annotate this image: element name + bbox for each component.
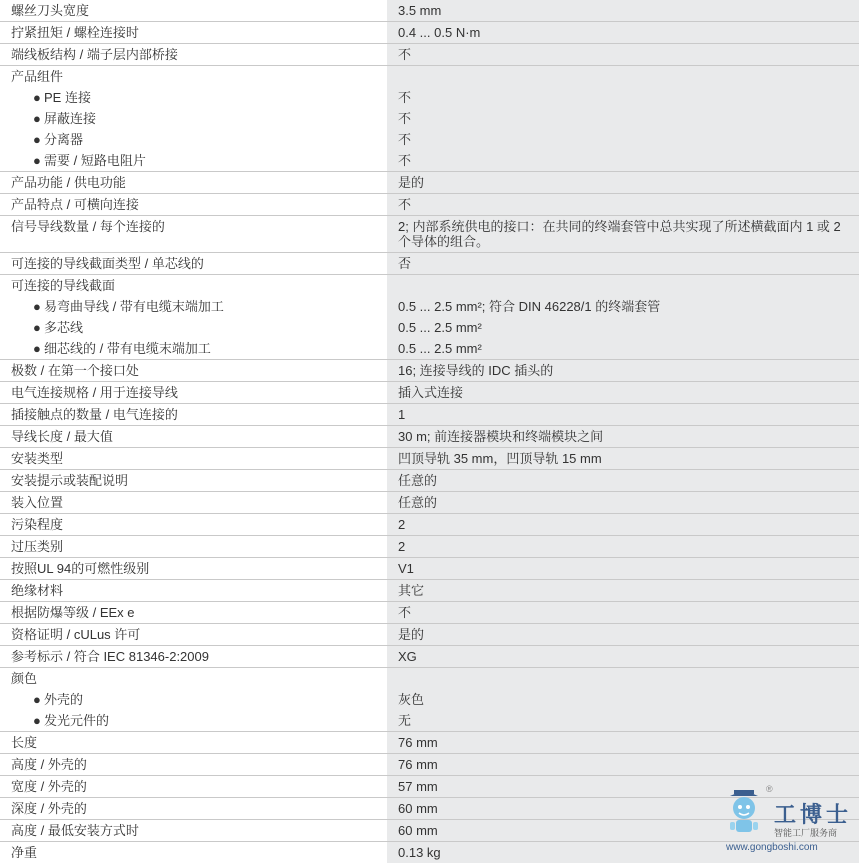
spec-row [0,558,859,580]
spec-subrow [0,296,859,317]
spec-row [0,448,859,470]
spec-key-text: 分离器 [44,132,84,147]
spec-key-text: 导线长度 / 最大值 [11,429,113,444]
spec-row [0,754,859,776]
spec-row [0,22,859,44]
spec-key [0,253,387,274]
spec-value: 1 [387,404,859,425]
spec-subrow [0,689,859,710]
spec-value [387,66,859,87]
spec-key [0,150,387,171]
spec-value: 0.13 kg [387,842,859,863]
spec-key-text: 高度 / 最低安装方式时 [11,823,139,838]
spec-value: 16; 连接导线的 IDC 插头的 [387,360,859,381]
spec-value: 60 mm [387,798,859,819]
spec-row [0,0,859,22]
spec-key [0,172,387,193]
spec-key [0,382,387,403]
spec-key-text: 多芯线 [44,320,84,335]
spec-key-text: 插接触点的数量 / 电气连接的 [11,407,178,422]
spec-key-text: 端线板结构 / 端子层内部桥接 [11,47,178,62]
spec-value: 不 [387,129,859,150]
spec-subrow [0,150,859,172]
spec-value: 是的 [387,624,859,645]
spec-row [0,624,859,646]
spec-key-text: 过压类别 [11,539,64,554]
spec-row [0,732,859,754]
spec-key [0,108,387,129]
spec-value: 0.4 ... 0.5 N·m [387,22,859,43]
spec-key [0,798,387,819]
spec-value: 是的 [387,172,859,193]
spec-value: 不 [387,44,859,65]
spec-value: 0.5 ... 2.5 mm² [387,338,859,359]
spec-subrow [0,338,859,360]
spec-value [387,275,859,296]
bullet-icon: ● [33,320,41,335]
spec-value: 2 [387,536,859,557]
spec-key-text: 参考标示 / 符合 IEC 81346-2:2009 [11,649,209,664]
spec-key-text: 长度 [11,735,38,750]
spec-value: 任意的 [387,470,859,491]
spec-value: XG [387,646,859,667]
spec-key-text: 拧紧扭矩 / 螺栓连接时 [11,25,139,40]
spec-key-text: 污染程度 [11,517,64,532]
spec-key-text: 信号导线数量 / 每个连接的 [11,219,165,234]
spec-value: 76 mm [387,732,859,753]
spec-key-text: 可连接的导线截面 [11,278,116,293]
spec-row [0,404,859,426]
spec-row [0,382,859,404]
spec-value: 2 [387,514,859,535]
spec-key [0,536,387,557]
bullet-icon: ● [33,713,41,728]
spec-key [0,646,387,667]
bullet-icon: ● [33,90,41,105]
spec-row [0,536,859,558]
spec-key [0,129,387,150]
spec-key-text: 需要 / 短路电阻片 [44,153,146,168]
spec-key-text: 净重 [11,845,38,860]
spec-key [0,448,387,469]
spec-key [0,87,387,108]
spec-key [0,558,387,579]
spec-key [0,710,387,731]
spec-row [0,360,859,382]
spec-key-text: 根据防爆等级 / EEx e [11,605,135,620]
spec-value: 30 m; 前连接器模块和终端模块之间 [387,426,859,447]
spec-key [0,44,387,65]
spec-key-text: 深度 / 外壳的 [11,801,87,816]
spec-key [0,194,387,215]
spec-row [0,580,859,602]
spec-value [387,668,859,689]
spec-value: 不 [387,602,859,623]
spec-key-text: 颜色 [11,671,38,686]
spec-key [0,216,387,252]
spec-key-text: 可连接的导线截面类型 / 单芯线的 [11,256,204,271]
spec-value: 0.5 ... 2.5 mm² [387,317,859,338]
spec-row [0,426,859,448]
spec-key [0,492,387,513]
spec-value: 否 [387,253,859,274]
spec-key [0,732,387,753]
spec-group-row [0,668,859,689]
spec-key-text: 宽度 / 外壳的 [11,779,87,794]
bullet-icon: ● [33,341,41,356]
spec-key [0,754,387,775]
spec-key [0,470,387,491]
watermark-subtitle: 智能工厂服务商 [774,828,838,838]
spec-row [0,470,859,492]
spec-key [0,668,387,689]
spec-subrow [0,87,859,108]
spec-key-text: PE 连接 [44,90,91,105]
spec-value: 2; 内部系统供电的接口：在共同的终端套管中总共实现了所述横截面内 1 或 2个导体的组合。 [387,216,859,252]
spec-value: 插入式连接 [387,382,859,403]
spec-key [0,580,387,601]
spec-key-text: 产品功能 / 供电功能 [11,175,126,190]
spec-key [0,0,387,21]
spec-key-text: 绝缘材料 [11,583,64,598]
watermark-url: www.gongboshi.com [726,842,818,853]
spec-key [0,514,387,535]
spec-value: 不 [387,108,859,129]
spec-subrow [0,108,859,129]
bullet-icon: ● [33,132,41,147]
spec-value: 3.5 mm [387,0,859,21]
spec-key-text: 易弯曲导线 / 带有电缆末端加工 [44,299,224,314]
spec-value: 60 mm [387,820,859,841]
spec-key [0,275,387,296]
spec-group-row [0,66,859,87]
spec-key-text: 装入位置 [11,495,64,510]
spec-key [0,317,387,338]
spec-row [0,492,859,514]
gongboshi-watermark [718,784,854,862]
spec-row [0,514,859,536]
spec-row [0,194,859,216]
bullet-icon: ● [33,111,41,126]
spec-key-text: 资格证明 / cULus 许可 [11,627,141,642]
spec-group-row [0,275,859,296]
spec-key [0,842,387,863]
spec-key-text: 发光元件的 [44,713,110,728]
spec-key [0,296,387,317]
spec-key [0,776,387,797]
bullet-icon: ● [33,692,41,707]
registered-mark: ® [766,784,773,794]
spec-key-text: 产品特点 / 可横向连接 [11,197,139,212]
spec-key [0,820,387,841]
spec-row [0,172,859,194]
spec-key [0,689,387,710]
spec-key [0,66,387,87]
spec-value: 灰色 [387,689,859,710]
spec-value: 76 mm [387,754,859,775]
spec-value: V1 [387,558,859,579]
spec-key [0,338,387,359]
spec-key [0,602,387,623]
spec-key [0,22,387,43]
spec-value: 凹顶导轨 35 mm，凹顶导轨 15 mm [387,448,859,469]
spec-value: 其它 [387,580,859,601]
bullet-icon: ● [33,299,41,314]
spec-key-text: 安装类型 [11,451,64,466]
spec-value: 不 [387,87,859,108]
spec-value: 任意的 [387,492,859,513]
spec-row [0,216,859,253]
robot-mascot-icon [724,788,764,838]
spec-value: 57 mm [387,776,859,797]
spec-row [0,646,859,668]
spec-key [0,624,387,645]
spec-subrow [0,710,859,732]
spec-row [0,253,859,275]
spec-value: 不 [387,150,859,171]
spec-key-text: 螺丝刀头宽度 [11,3,90,18]
spec-key [0,426,387,447]
spec-key-text: 按照UL 94的可燃性级别 [11,561,150,576]
spec-row [0,602,859,624]
spec-key-text: 细芯线的 / 带有电缆末端加工 [44,341,211,356]
spec-key-text: 高度 / 外壳的 [11,757,87,772]
watermark-title: 工博士 [774,802,853,828]
spec-key-text: 极数 / 在第一个接口处 [11,363,139,378]
spec-key [0,404,387,425]
bullet-icon: ● [33,153,41,168]
spec-subrow [0,129,859,150]
spec-value: 无 [387,710,859,731]
spec-value: 不 [387,194,859,215]
spec-key [0,360,387,381]
spec-subrow [0,317,859,338]
spec-row [0,44,859,66]
spec-key-text: 外壳的 [44,692,84,707]
spec-key-text: 安装提示或装配说明 [11,473,129,488]
spec-key-text: 电气连接规格 / 用于连接导线 [11,385,178,400]
spec-key-text: 屏蔽连接 [44,111,97,126]
spec-key-text: 产品组件 [11,69,64,84]
spec-value: 0.5 ... 2.5 mm²; 符合 DIN 46228/1 的终端套管 [387,296,859,317]
